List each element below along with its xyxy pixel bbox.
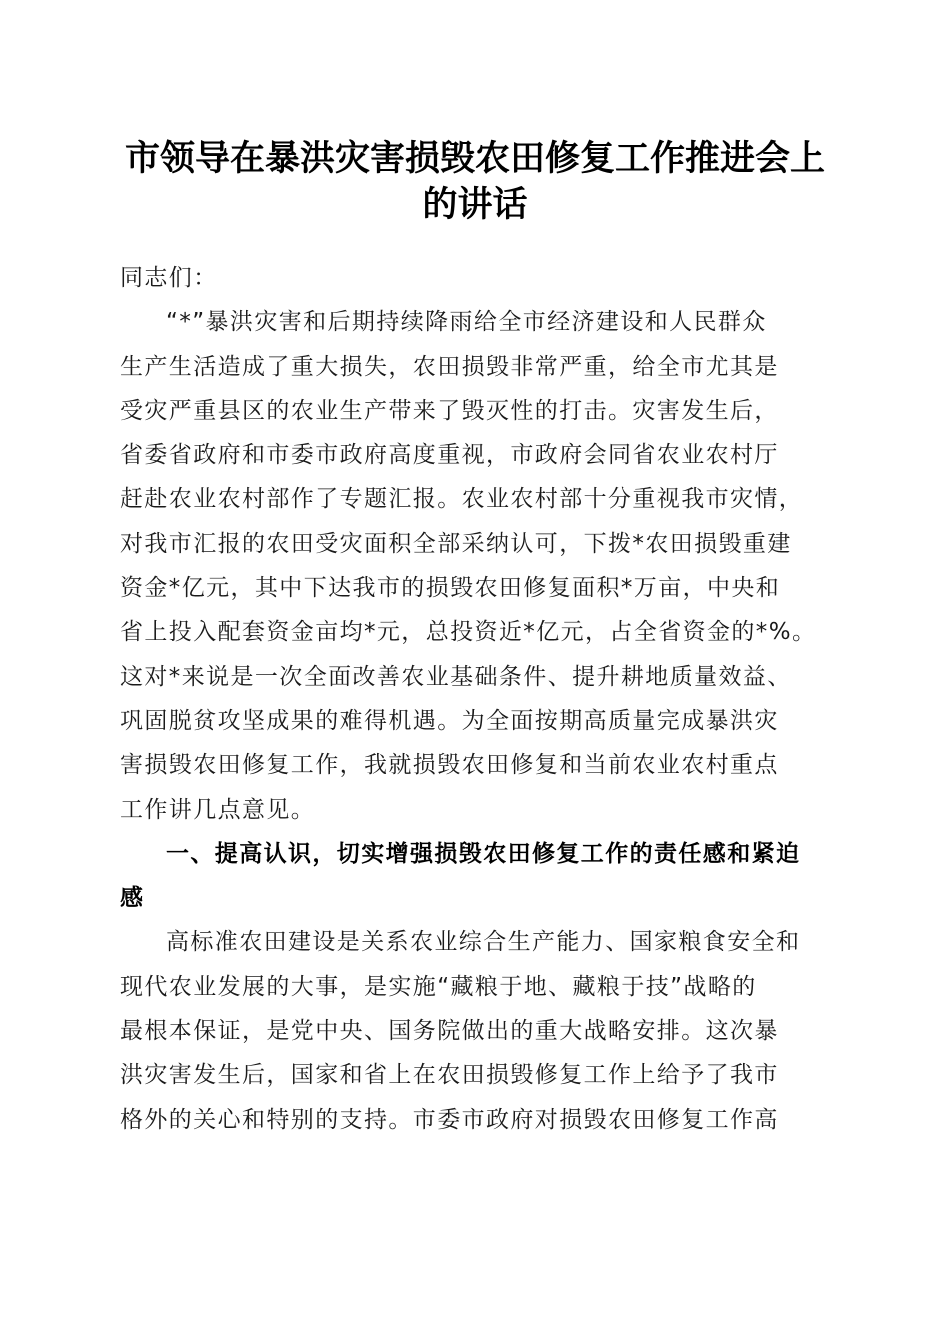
paragraph-line: 害损毁农田修复工作，我就损毁农田修复和当前农业农村重点 bbox=[120, 752, 779, 779]
paragraph-line: 受灾严重县区的农业生产带来了毁灭性的打击。灾害发生后， bbox=[120, 397, 779, 424]
paragraph-line: “*”暴洪灾害和后期持续降雨给全市经济建设和人民群众 bbox=[166, 309, 767, 336]
paragraph-line: 生产生活造成了重大损失，农田损毁非常严重，给全市尤其是 bbox=[120, 353, 779, 380]
heading-line: 一、提高认识，切实增强损毁农田修复工作的责任感和紧迫 bbox=[166, 840, 801, 867]
section-heading-1 bbox=[120, 832, 840, 921]
paragraph-line: 赶赴农业农村部作了专题汇报。农业农村部十分重视我市灾情， bbox=[120, 486, 804, 513]
paragraph-line: 工作讲几点意见。 bbox=[120, 796, 316, 823]
paragraph-line: 这对*来说是一次全面改善农业基础条件、提升耕地质量效益、 bbox=[120, 663, 792, 690]
paragraph-line: 洪灾害发生后，国家和省上在农田损毁修复工作上给予了我市 bbox=[120, 1062, 779, 1089]
paragraph-line: 省上投入配套资金亩均*元，总投资近*亿元，占全省资金的*%。 bbox=[120, 619, 817, 646]
title-line: 的讲话 bbox=[422, 184, 528, 225]
paragraph-line: 高标准农田建设是关系农业综合生产能力、国家粮食安全和 bbox=[166, 929, 801, 956]
paragraph-line: 巩固脱贫攻坚成果的难得机遇。为全面按期高质量完成暴洪灾 bbox=[120, 707, 779, 734]
heading-line: 感 bbox=[120, 885, 145, 912]
title-line: 市领导在暴洪灾害损毁农田修复工作推进会上 bbox=[124, 138, 825, 179]
paragraph-line: 资金*亿元，其中下达我市的损毁农田修复面积*万亩，中央和 bbox=[120, 575, 781, 602]
document-body bbox=[120, 256, 840, 1142]
paragraph-2 bbox=[120, 920, 840, 1141]
salutation-line: 同志们： bbox=[120, 265, 218, 291]
document-title bbox=[100, 136, 850, 228]
paragraph-1 bbox=[120, 300, 840, 832]
paragraph-line: 省委省政府和市委市政府高度重视，市政府会同省农业农村厅 bbox=[120, 442, 779, 469]
paragraph-line: 现代农业发展的大事，是实施“藏粮于地、藏粮于技”战略的 bbox=[120, 973, 757, 1000]
paragraph-line: 格外的关心和特别的支持。市委市政府对损毁农田修复工作高 bbox=[120, 1106, 779, 1133]
paragraph-line: 对我市汇报的农田受灾面积全部采纳认可，下拨*农田损毁重建 bbox=[120, 530, 792, 557]
paragraph-line: 最根本保证，是党中央、国务院做出的重大战略安排。这次暴 bbox=[120, 1018, 779, 1045]
salutation bbox=[120, 256, 840, 300]
